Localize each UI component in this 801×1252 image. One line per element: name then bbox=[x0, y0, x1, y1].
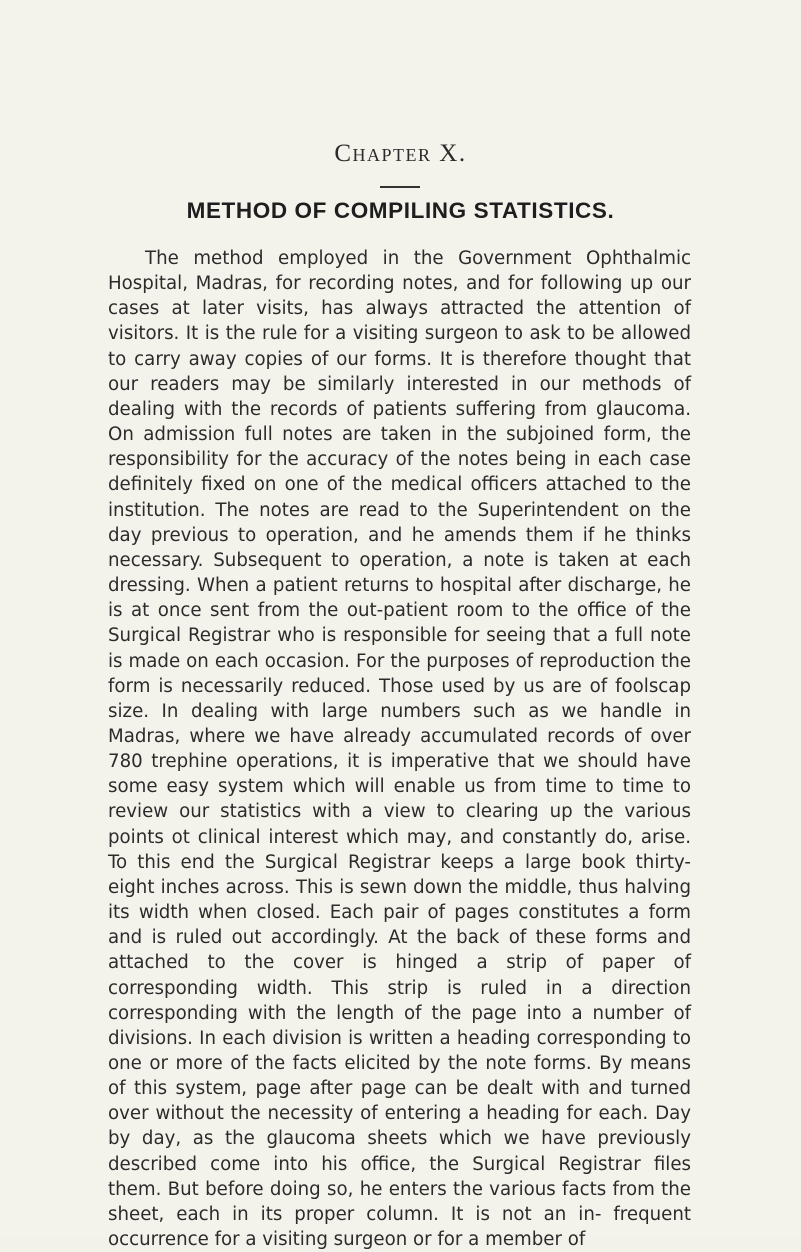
chapter-title: METHOD OF COMPILING STATISTICS. bbox=[186, 198, 615, 223]
heading-divider bbox=[380, 186, 420, 188]
chapter-heading: Chapter X. bbox=[334, 140, 467, 167]
body-paragraph: The method employed in the Government Ophthalmic Hospital, Madras, for recording notes, and for following up our cases at later visits, has always attracted the attention of visitors. It is the rule for a visiting surgeon to ask to be allowed to carry away copies of our forms. It is therefore thought that our readers may be similarly interested in our methods of dealing with the records of patients suffering from glaucoma. On admission full notes are taken in the subjoined form, the responsibility for the accuracy of the notes being in each case definitely fixed on one of the medical officers attached to the institution. The notes are read to the Superintendent on the day previous to operation, and he amends them if he thinks necessary. Subsequent to operation, a note is taken at each dressing. When a patient returns to hospital after discharge, he is at once sent from the out-patient room to the office of the Surgical Registrar who is responsible for seeing that a full note is made on each occasion. For the purposes of reproduction the form is necessarily reduced. Those used by us are of foolscap size. In dealing with large numbers such as we handle in Madras, where we have already accumulated records of over 780 trephine operations, it is imperative that we should have some easy system which will enable us from time to time to review our statistics with a view to clearing up the various points ot clinical interest which may, and constantly do, arise. To this end the Surgical Registrar keeps a large book thirty-eight inches across. This is sewn down the middle, thus halving its width when closed. Each pair of pages constitutes a form and is ruled out accordingly. At the back of these forms and attached to the cover is hinged a strip of paper of corresponding width. This strip is ruled in a direction corresponding with the length of the page into a number of divisions. In each division is written a heading corresponding to one or more of the facts elicited by the note forms. By means of this system, page after page can be dealt with and turned over without the necessity of entering a heading for each. Day by day, as the glaucoma sheets which we have previously described come into his office, the Surgical Registrar files them. But before doing so, he enters the various facts from the sheet, each in its proper column. It is not an in- frequent occurrence for a visiting surgeon or for a member of bbox=[108, 248, 691, 1251]
